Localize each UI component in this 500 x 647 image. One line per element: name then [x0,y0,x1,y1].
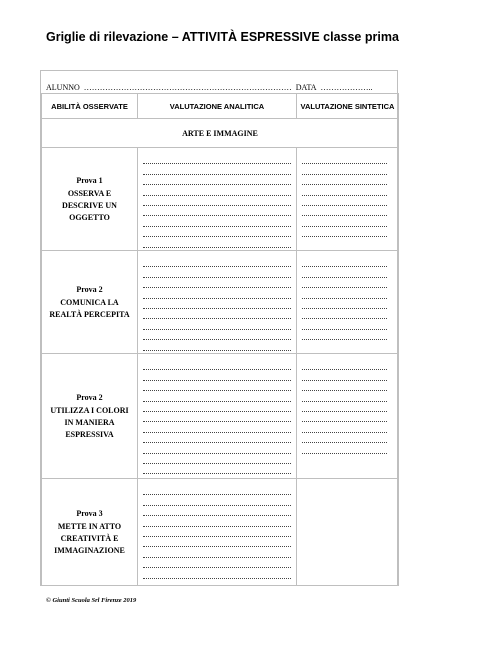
dotted-line [302,330,387,340]
dotted-line [302,422,387,432]
analytic-evaluation-lines[interactable] [138,148,297,251]
dotted-line [143,506,291,516]
header-synthetic: VALUTAZIONE SINTETICA [297,94,399,119]
test-row [42,148,399,251]
dotted-line [143,216,291,226]
header-analytic: VALUTAZIONE ANALITICA [138,94,297,119]
dotted-line [302,319,387,329]
student-name-label: ALUNNO [46,83,80,92]
dotted-line [143,340,291,350]
dotted-line [302,206,387,216]
dotted-line [302,412,387,422]
dotted-line [143,391,291,401]
test-description: COMUNICA LA REALTÀ PERCEPITA [49,297,130,319]
dotted-line [143,485,291,495]
dotted-line [143,164,291,174]
test-description: UTILIZZA I COLORI IN MANIERA ESPRESSIVA [50,405,129,439]
dotted-line [143,288,291,298]
student-info-row [46,82,393,93]
dotted-line [143,185,291,195]
analytic-evaluation-lines[interactable] [138,354,297,479]
dotted-line [143,568,291,578]
dotted-line [302,216,387,226]
test-row [42,479,399,586]
dotted-line [143,402,291,412]
section-title: ARTE E IMMAGINE [42,119,399,148]
dotted-line [302,267,387,277]
dotted-line [302,164,387,174]
dotted-line [143,330,291,340]
dotted-line [143,412,291,422]
dotted-line [302,154,387,164]
dotted-line [302,433,387,443]
synthetic-evaluation-lines[interactable] [297,251,399,354]
dotted-line [302,402,387,412]
dotted-line [302,257,387,267]
dotted-line [302,391,387,401]
dotted-line [143,257,291,267]
dotted-line [302,443,387,453]
dotted-line [143,237,291,247]
test-row [42,251,399,354]
test-skill-cell [42,251,138,354]
test-description: OSSERVA E DESCRIVE UN OGGETTO [62,188,117,222]
test-row [42,354,399,479]
test-label: Prova 3 [76,508,103,518]
dotted-line [302,360,387,370]
evaluation-sheet [40,70,398,586]
dotted-line [143,154,291,164]
dotted-line [143,206,291,216]
dotted-line [143,381,291,391]
date-label: DATA [295,83,317,92]
analytic-evaluation-lines[interactable] [138,479,297,586]
dotted-line [143,443,291,453]
dotted-line [143,267,291,277]
page-title: Griglie di rilevazione – ATTIVITÀ ESPRESSIVE classe prima [46,30,399,44]
dotted-line [302,299,387,309]
test-description: METTE IN ATTO CREATIVITÀ E IMMAGINAZIONE [54,521,125,555]
dotted-line [143,309,291,319]
dotted-line [143,454,291,464]
synthetic-evaluation-lines[interactable] [297,148,399,251]
dotted-line [143,299,291,309]
dotted-line [143,433,291,443]
dotted-line [302,278,387,288]
dotted-line [302,185,387,195]
dotted-line [143,558,291,568]
dotted-line [143,537,291,547]
evaluation-grid [41,93,399,586]
section-row [42,119,399,148]
dotted-line [302,288,387,298]
test-skill-cell [42,479,138,586]
dotted-line [143,422,291,432]
dotted-line [302,381,387,391]
dotted-line [143,495,291,505]
dotted-line [302,175,387,185]
analytic-evaluation-lines[interactable] [138,251,297,354]
date-field[interactable]: ……………….. [320,83,373,92]
dotted-line [143,527,291,537]
dotted-line [302,227,387,237]
dotted-line [302,309,387,319]
header-skills: ABILITÀ OSSERVATE [42,94,138,119]
dotted-line [143,464,291,474]
student-name-field[interactable]: …………………………………………………………………… [83,83,292,92]
dotted-line [143,227,291,237]
dotted-line [143,175,291,185]
test-label: Prova 2 [76,284,103,294]
dotted-line [143,547,291,557]
dotted-line [143,370,291,380]
header-row [42,94,399,119]
dotted-line [302,370,387,380]
test-skill-cell [42,354,138,479]
synthetic-evaluation-lines[interactable] [297,354,399,479]
dotted-line [143,196,291,206]
test-label: Prova 2 [76,392,103,402]
synthetic-evaluation-lines[interactable] [297,479,399,586]
copyright-footer: © Giunti Scuola Srl Firenze 2019 [46,597,137,604]
test-label: Prova 1 [76,175,103,185]
dotted-line [143,516,291,526]
dotted-line [302,196,387,206]
dotted-line [143,278,291,288]
dotted-line [143,360,291,370]
test-skill-cell [42,148,138,251]
dotted-line [143,319,291,329]
